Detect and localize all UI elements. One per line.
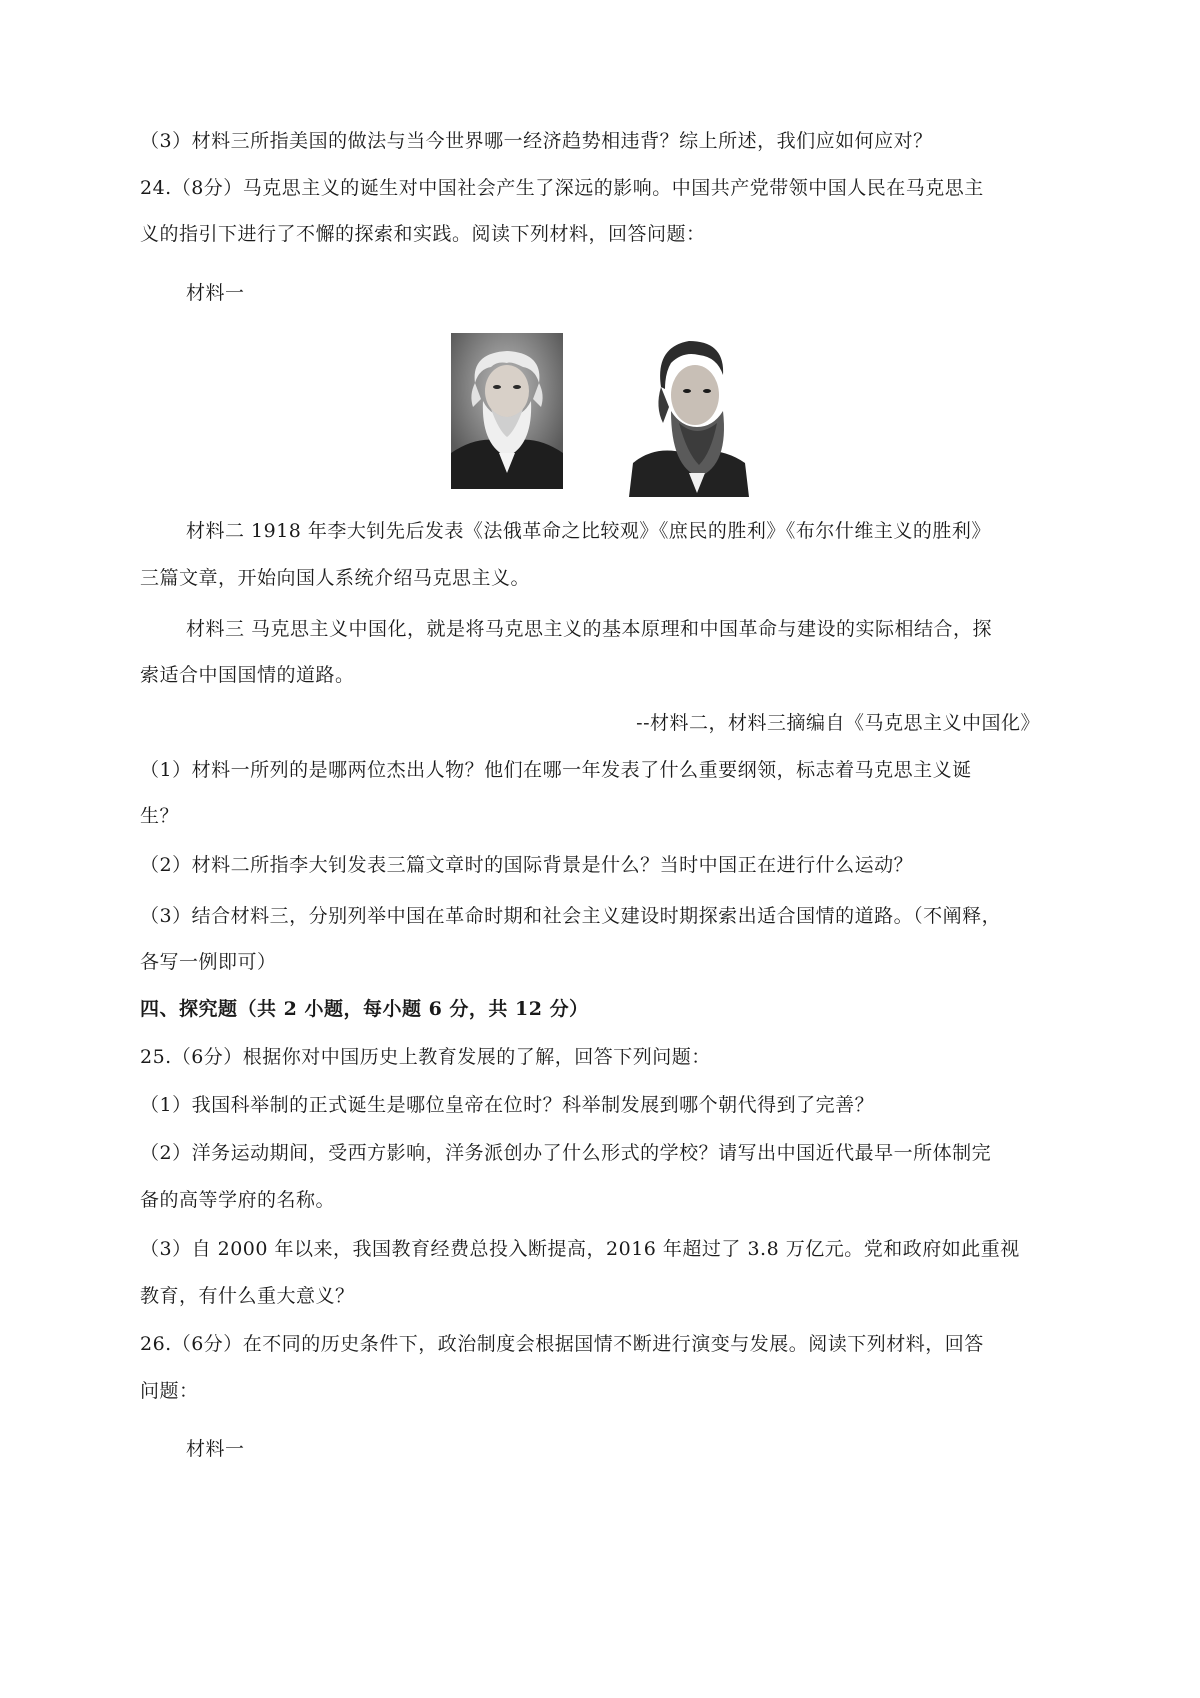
q24-stem-line2: 义的指引下进行了不懈的探索和实践。阅读下列材料，回答问题： — [140, 223, 706, 245]
section4-title: 四、探究题（共 2 小题，每小题 6 分，共 12 分） — [140, 998, 589, 1020]
q25-part1: （1）我国科举制的正式诞生是哪位皇帝在位时？科举制发展到哪个朝代得到了完善？ — [140, 1094, 875, 1116]
q25-part3-line2: 教育，有什么重大意义？ — [140, 1285, 355, 1307]
q23-part3: （3）材料三所指美国的做法与当今世界哪一经济趋势相违背？综上所述，我们应如何应对？ — [140, 130, 933, 152]
q24-part1-line1: （1）材料一所列的是哪两位杰出人物？他们在哪一年发表了什么重要纲领，标志着马克思主义诞 — [140, 759, 972, 781]
q24-material2-line2: 三篇文章，开始向国人系统介绍马克思主义。 — [140, 567, 531, 589]
marx-portrait-image — [451, 333, 563, 489]
engels-portrait — [625, 327, 753, 497]
q24-material2-line1: 材料二 1918 年李大钊先后发表《法俄革命之比较观》《庶民的胜利》《布尔什维主义的胜利》 — [186, 520, 991, 542]
q26-stem-line2: 问题： — [140, 1380, 199, 1402]
q24-part2: （2）材料二所指李大钊发表三篇文章时的国际背景是什么？当时中国正在进行什么运动？ — [140, 854, 914, 876]
q24-part1-line2: 生？ — [140, 805, 180, 827]
q26-stem-line1: 26.（6分）在不同的历史条件下，政治制度会根据国情不断进行演变与发展。阅读下列材料，回答 — [140, 1333, 984, 1355]
q24-source: --材料二，材料三摘编自《马克思主义中国化》 — [636, 712, 1040, 734]
q24-stem-line1: 24.（8分）马克思主义的诞生对中国社会产生了深远的影响。中国共产党带领中国人民在马克思主 — [140, 177, 984, 199]
q24-part3-line1: （3）结合材料三，分别列举中国在革命时期和社会主义建设时期探索出适合国情的道路。（不阐释， — [140, 905, 1002, 927]
marx-portrait — [451, 333, 563, 489]
q25-part2-line1: （2）洋务运动期间，受西方影响，洋务派创办了什么形式的学校？请写出中国近代最早一所体制完 — [140, 1142, 992, 1164]
q25-part3-line1: （3）自 2000 年以来，我国教育经费总投入断提高，2016 年超过了 3.8 万亿元。党和政府如此重视 — [140, 1238, 1020, 1260]
q25-stem: 25.（6分）根据你对中国历史上教育发展的了解，回答下列问题： — [140, 1046, 711, 1068]
engels-portrait-image — [625, 327, 753, 497]
q25-part2-line2: 备的高等学府的名称。 — [140, 1189, 336, 1211]
q24-material1-label: 材料一 — [186, 282, 245, 304]
q24-material3-line1: 材料三 马克思主义中国化，就是将马克思主义的基本原理和中国革命与建设的实际相结合，探 — [186, 618, 993, 640]
q24-material3-line2: 索适合中国国情的道路。 — [140, 664, 355, 686]
q24-part3-line2: 各写一例即可） — [140, 951, 277, 973]
q26-material1-label: 材料一 — [186, 1438, 245, 1460]
